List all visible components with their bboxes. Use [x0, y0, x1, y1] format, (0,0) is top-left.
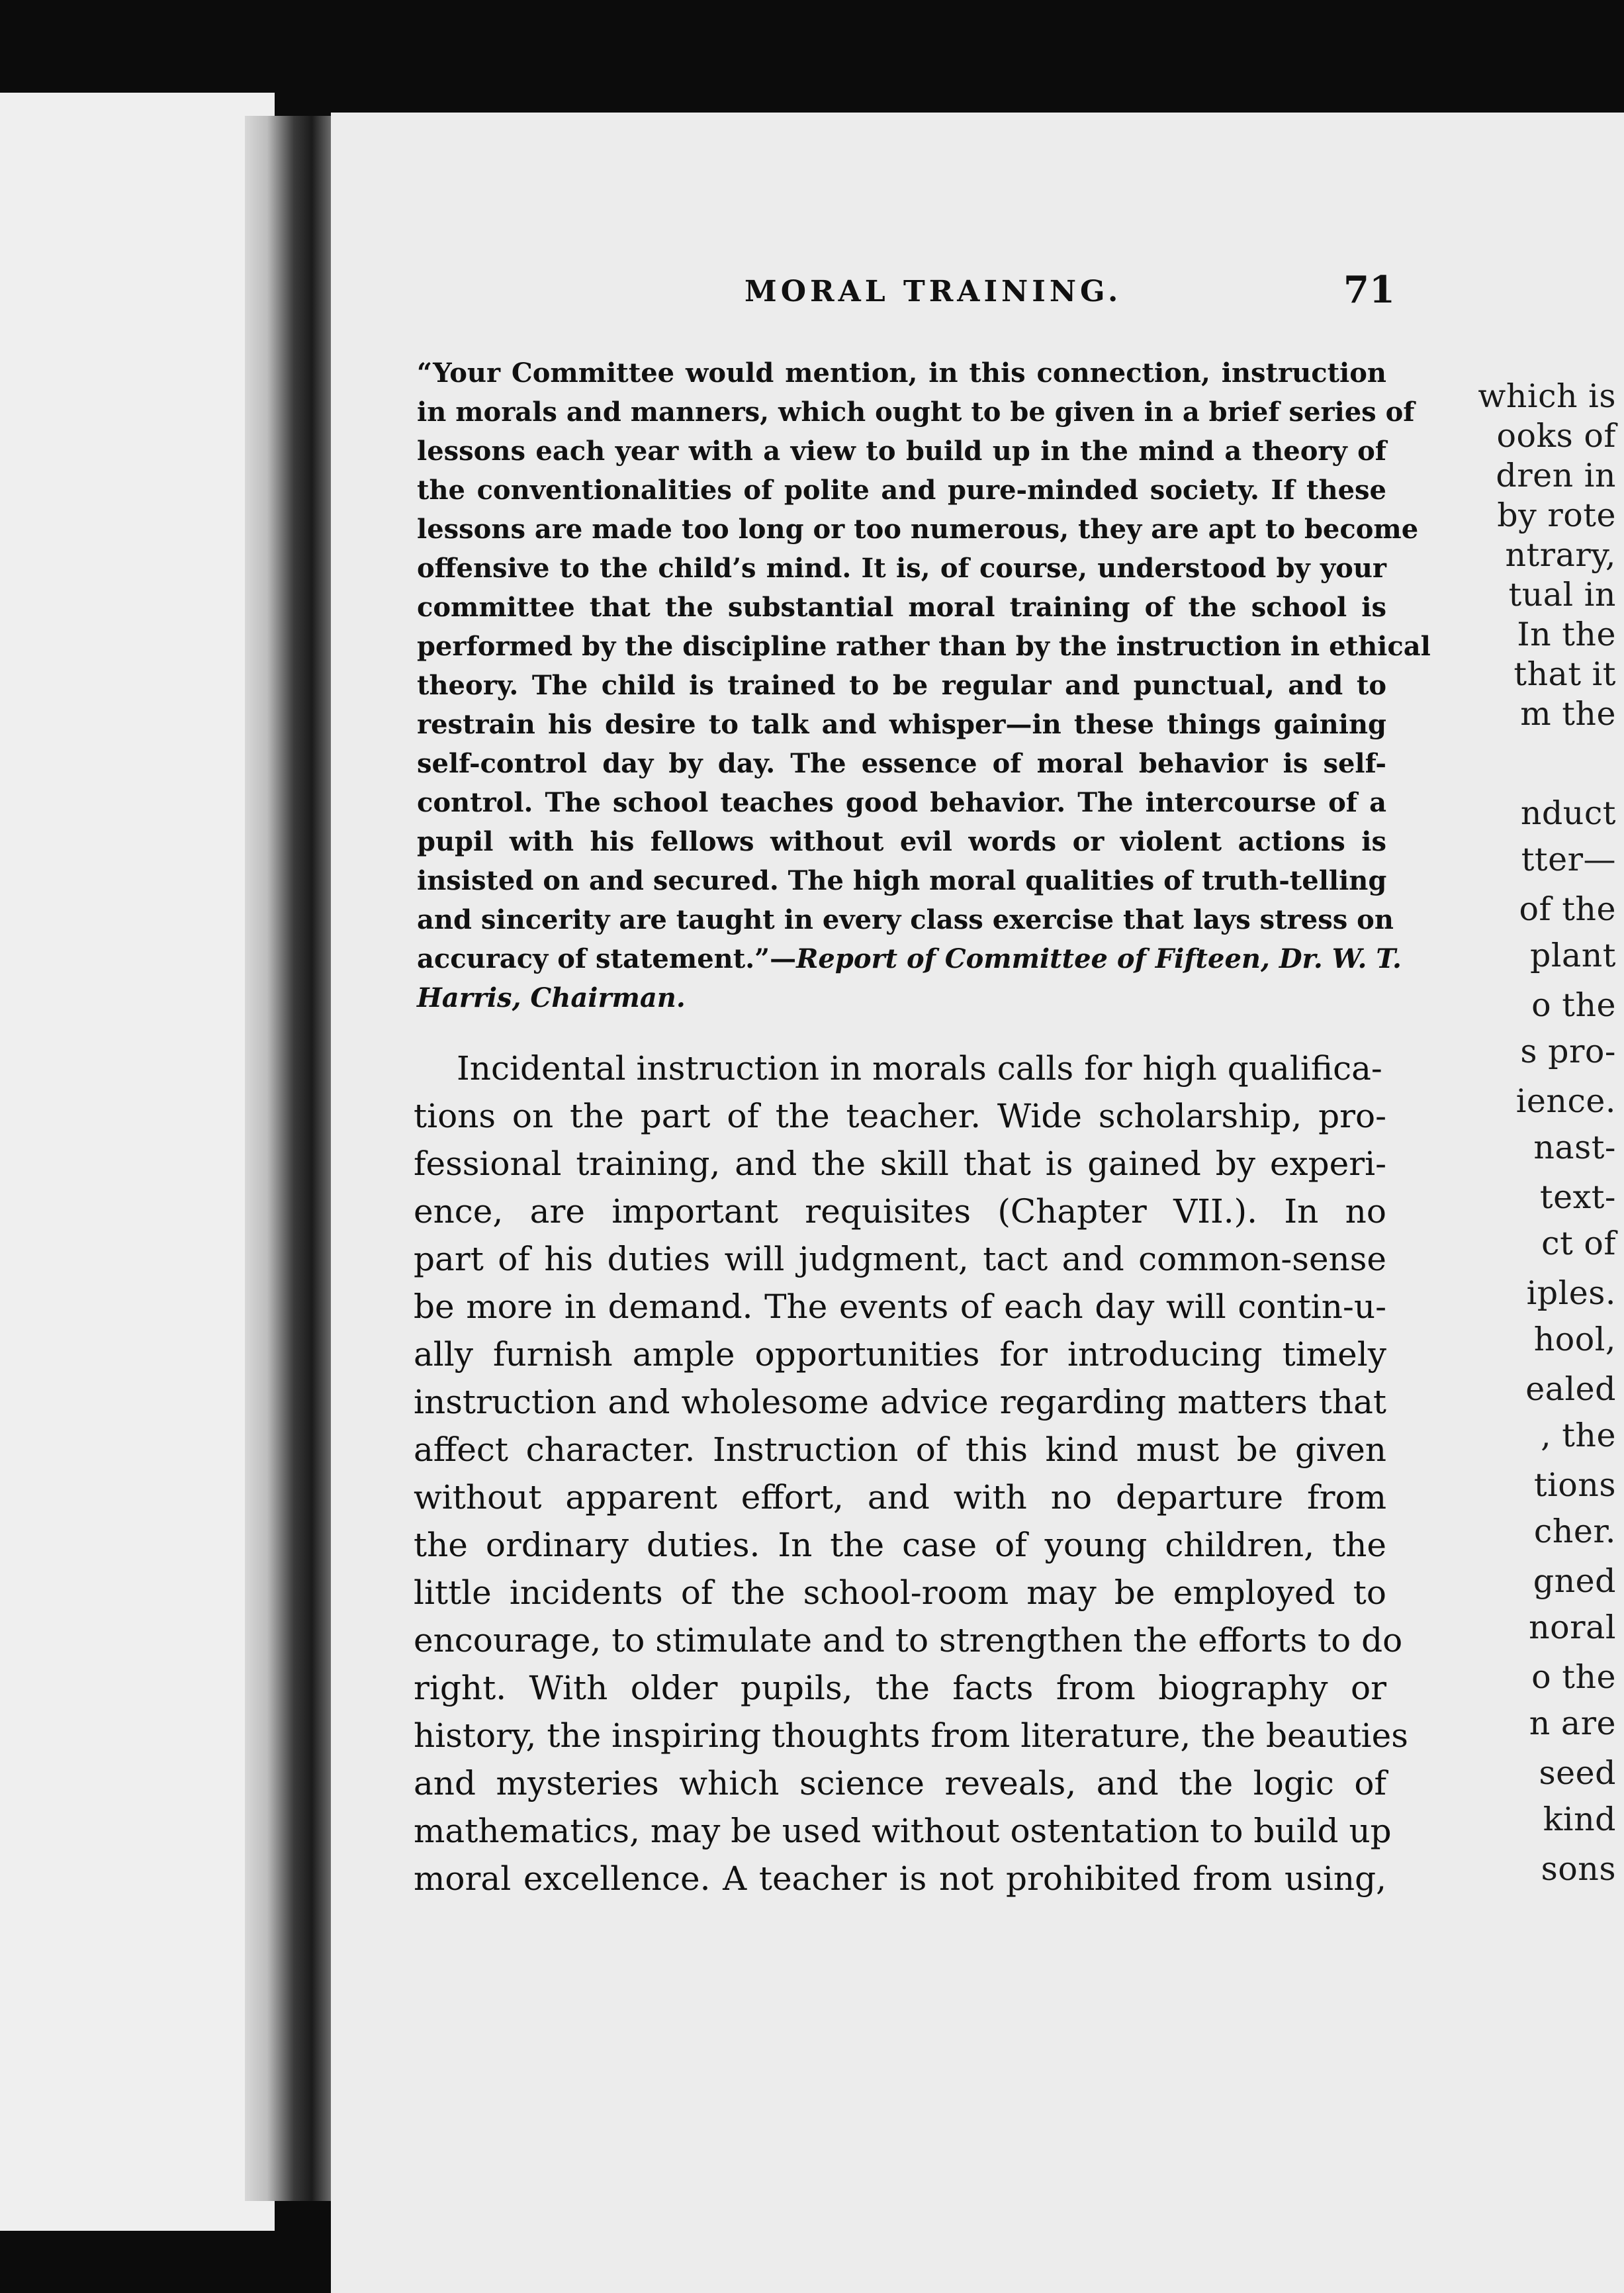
quote-line: self-control day by day. The essence of moral behavior is self- [417, 748, 1386, 779]
facing-line: ooks of [1496, 417, 1616, 455]
quote-line: theory. The child is trained to be regular and punctual, and to [417, 670, 1386, 701]
body-line: right. With older pupils, the facts from biography or [414, 1669, 1386, 1707]
body-line: Incidental instruction in morals calls for high qualifica- [457, 1049, 1382, 1088]
facing-line: seed [1539, 1754, 1616, 1792]
body-line: affect character. Instruction of this kind must be given [414, 1430, 1386, 1469]
facing-line: by rote [1497, 496, 1616, 534]
facing-line: that it [1513, 655, 1616, 693]
facing-line: cher. [1533, 1513, 1616, 1550]
quote-line: lessons are made too long or too numerous, they are apt to become [417, 514, 1419, 545]
quote-line: restrain his desire to talk and whisper—in these things gaining [417, 709, 1386, 740]
facing-page [0, 93, 275, 2231]
facing-line: ntrary, [1505, 536, 1616, 574]
facing-line: which is [1478, 377, 1616, 415]
facing-line: noral [1529, 1609, 1616, 1646]
body-line: fessional training, and the skill that is gained by experi- [414, 1145, 1386, 1183]
body-line: ence, are important requisites (Chapter VII.). In no [414, 1192, 1386, 1231]
facing-line: ience. [1515, 1082, 1616, 1120]
quote-line-with-citation [417, 943, 1402, 974]
facing-line: o the [1531, 1658, 1616, 1696]
citation: Report of Committee of Fifteen, Dr. W. T. [796, 943, 1402, 974]
quote-line: and sincerity are taught in every class exercise that lays stress on [417, 904, 1394, 935]
body-line: without apparent effort, and with no departure from [414, 1478, 1386, 1517]
quote-line: committee that the substantial moral training of the school is [417, 592, 1386, 623]
running-head: MORAL TRAINING. [744, 275, 1122, 308]
body-line: the ordinary duties. In the case of young children, the [414, 1526, 1386, 1564]
facing-line: iples. [1526, 1274, 1616, 1312]
body-line: mathematics, may be used without ostentation to build up [414, 1812, 1392, 1850]
facing-line: o the [1531, 986, 1616, 1024]
citation-continued: Harris, Chairman. [417, 982, 686, 1013]
quote-line: lessons each year with a view to build up in the mind a theory of [417, 436, 1386, 467]
facing-line: gned [1533, 1562, 1616, 1600]
facing-line: sons [1541, 1850, 1616, 1888]
body-line: and mysteries which science reveals, and the logic of [414, 1764, 1386, 1802]
facing-line: text- [1539, 1178, 1616, 1216]
body-line: tions on the part of the teacher. Wide scholarship, pro- [414, 1097, 1386, 1135]
quote-line: performed by the discipline rather than by the instruction in ethical [417, 631, 1431, 662]
facing-line: of the [1519, 890, 1616, 928]
quote-line: control. The school teaches good behavior. The intercourse of a [417, 787, 1386, 818]
facing-line: n are [1529, 1705, 1616, 1742]
quote-line: offensive to the child’s mind. It is, of course, understood by your [417, 553, 1386, 584]
facing-line: hool, [1533, 1321, 1616, 1358]
facing-line: plant [1529, 937, 1616, 974]
facing-line: , the [1541, 1417, 1616, 1454]
facing-line: s pro- [1520, 1033, 1616, 1070]
facing-line: tions [1533, 1466, 1616, 1504]
quote-line: the conventionalities of polite and pure-minded society. If these [417, 475, 1386, 506]
quote-line: pupil with his fellows without evil words or violent actions is [417, 826, 1386, 857]
facing-line: In the [1517, 616, 1616, 653]
body-line: ally furnish ample opportunities for introducing timely [414, 1335, 1386, 1374]
book-gutter [245, 116, 334, 2201]
quote-line: insisted on and secured. The high moral qualities of truth-telling [417, 865, 1387, 896]
body-line: be more in demand. The events of each day will contin-u- [414, 1287, 1386, 1326]
quote-line: “Your Committee would mention, in this connection, instruction [417, 357, 1386, 389]
body-line: encourage, to stimulate and to strengthen the efforts to do [414, 1621, 1403, 1660]
facing-line: m the [1520, 695, 1616, 733]
facing-line: nduct [1520, 794, 1616, 832]
body-line: instruction and wholesome advice regarding matters that [414, 1383, 1386, 1421]
body-line: little incidents of the school-room may be employed to [414, 1573, 1386, 1612]
quote-line: in morals and manners, which ought to be given in a brief series of [417, 397, 1415, 428]
body-line: part of his duties will judgment, tact and common-sense [414, 1240, 1386, 1278]
facing-line: ealed [1525, 1370, 1616, 1408]
facing-line: kind [1543, 1801, 1616, 1838]
body-line: history, the inspiring thoughts from literature, the beauties [414, 1716, 1408, 1755]
page-number: 71 [1343, 268, 1395, 312]
body-line: moral excellence. A teacher is not prohibited from using, [414, 1859, 1386, 1898]
facing-line: tual in [1508, 576, 1616, 614]
facing-line: ct of [1541, 1225, 1616, 1262]
facing-line: tter— [1521, 841, 1616, 878]
facing-line: nast- [1533, 1129, 1616, 1166]
facing-line: dren in [1496, 457, 1616, 494]
quote-line: accuracy of statement.”— [417, 943, 797, 974]
